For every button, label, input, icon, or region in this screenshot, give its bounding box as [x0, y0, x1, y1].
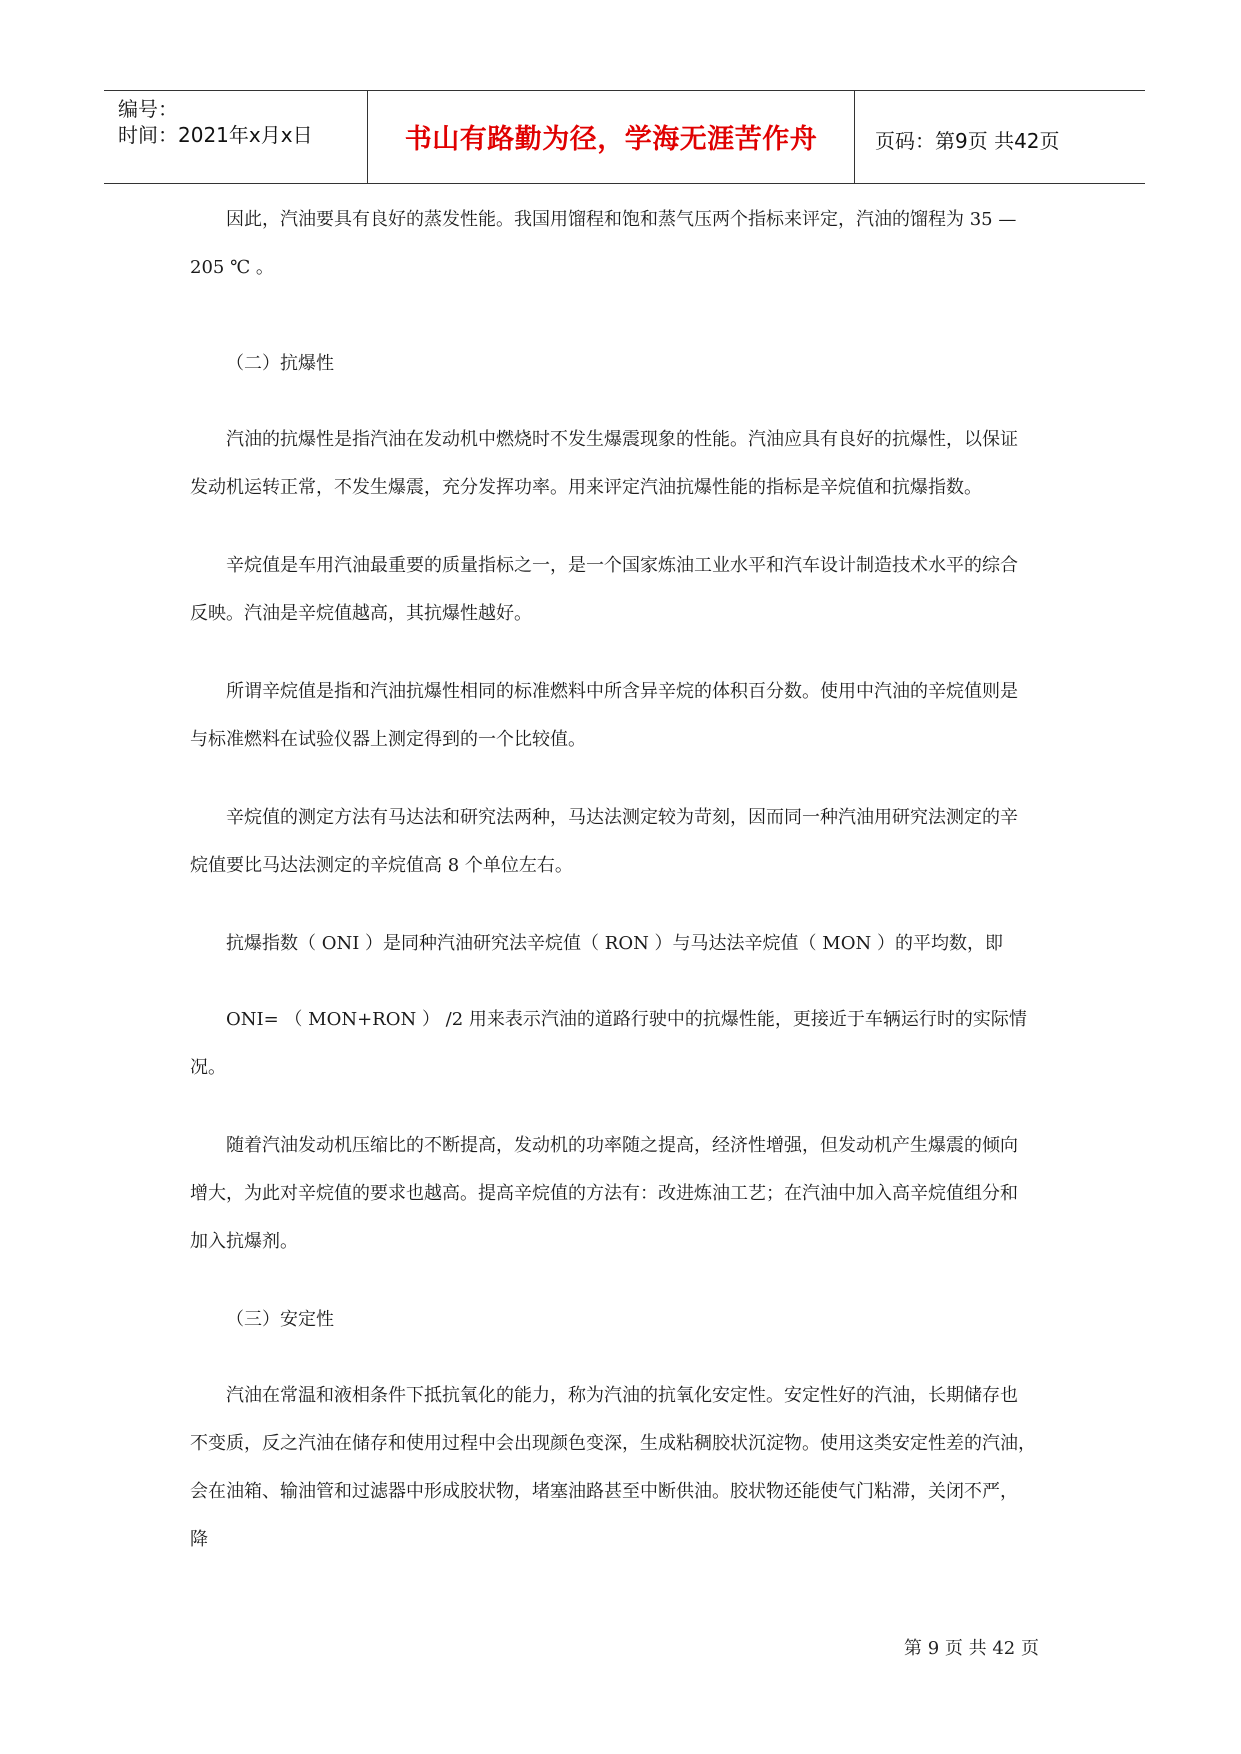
- paragraph-octane-importance: [190, 542, 1060, 638]
- text-line: 汽油的抗爆性是指汽油在发动机中燃烧时不发生爆震现象的性能。汽油应具有良好的抗爆性，以保证: [226, 429, 1018, 450]
- page-footer: 第 9 页 共 42 页: [904, 1638, 1039, 1659]
- section-heading-antiknock: [190, 340, 1060, 388]
- text-line: 随着汽油发动机压缩比的不断提高，发动机的功率随之提高，经济性增强，但发动机产生爆震的倾向: [226, 1135, 1018, 1156]
- section-heading: （三）安定性: [226, 1309, 334, 1330]
- paragraph-antiknock-index: [190, 920, 1060, 968]
- header-motto: 书山有路勤为径，学海无涯苦作舟: [404, 124, 818, 155]
- text-line: 增大，为此对辛烷值的要求也越高。提高辛烷值的方法有：改进炼油工艺；在汽油中加入高辛烷值组分和: [190, 1183, 1018, 1204]
- paragraph-octane-methods: [190, 794, 1060, 890]
- page-header: [104, 90, 1145, 184]
- time-label: 时间：2021年x月x日: [118, 123, 313, 147]
- text-line: 因此，汽油要具有良好的蒸发性能。我国用馏程和饱和蒸气压两个指标来评定，汽油的馏程为 35 —: [226, 209, 1017, 230]
- paragraph-octane-definition: [190, 668, 1060, 764]
- section-heading-stability: [190, 1296, 1060, 1344]
- text-line: ONI= （ MON+RON ） /2 用来表示汽油的道路行驶中的抗爆性能，更接近于车辆运行时的实际情: [226, 1009, 1027, 1030]
- text-line: 况。: [190, 1057, 226, 1078]
- paragraph-evaporation: [190, 196, 1060, 292]
- text-line: 辛烷值是车用汽油最重要的质量指标之一，是一个国家炼油工业水平和汽车设计制造技术水平的综合: [226, 555, 1018, 576]
- text-line: 汽油在常温和液相条件下抵抗氧化的能力，称为汽油的抗氧化安定性。安定性好的汽油，长期储存也: [226, 1385, 1018, 1406]
- text-line: 反映。汽油是辛烷值越高，其抗爆性越好。: [190, 603, 532, 624]
- text-line: 会在油箱、输油管和过滤器中形成胶状物，堵塞油路甚至中断供油。胶状物还能使气门粘滞，关闭不严，: [190, 1481, 1018, 1502]
- text-line: 所谓辛烷值是指和汽油抗爆性相同的标准燃料中所含异辛烷的体积百分数。使用中汽油的辛烷值则是: [226, 681, 1018, 702]
- text-line: 不变质，反之汽油在储存和使用过程中会出现颜色变深，生成粘稠胶状沉淀物。使用这类安定性差的汽油，: [190, 1433, 1036, 1454]
- header-info-cell: [104, 91, 368, 183]
- text-line: 205 ℃ 。: [190, 257, 274, 278]
- text-line: 与标准燃料在试验仪器上测定得到的一个比较值。: [190, 729, 586, 750]
- paragraph-antiknock-definition: [190, 416, 1060, 512]
- text-line: 降: [190, 1529, 208, 1550]
- text-line: 发动机运转正常，不发生爆震，充分发挥功率。用来评定汽油抗爆性能的指标是辛烷值和抗爆指数。: [190, 477, 982, 498]
- text-line: 烷值要比马达法测定的辛烷值高 8 个单位左右。: [190, 855, 573, 876]
- header-page-number: 页码：第9页 共42页: [875, 129, 1060, 153]
- header-motto-cell: [368, 91, 855, 183]
- section-heading: （二）抗爆性: [226, 353, 334, 374]
- text-line: 加入抗爆剂。: [190, 1231, 298, 1252]
- serial-label: 编号：: [118, 97, 178, 121]
- text-line: 抗爆指数（ ONI ）是同种汽油研究法辛烷值（ RON ）与马达法辛烷值（ MON ）的平均数，即: [226, 933, 1003, 954]
- paragraph-compression-ratio: [190, 1122, 1060, 1266]
- text-line: 辛烷值的测定方法有马达法和研究法两种，马达法测定较为苛刻，因而同一种汽油用研究法测定的辛: [226, 807, 1018, 828]
- header-page-cell: [855, 91, 1145, 183]
- paragraph-stability: [190, 1372, 1060, 1564]
- paragraph-oni-formula: [190, 996, 1060, 1092]
